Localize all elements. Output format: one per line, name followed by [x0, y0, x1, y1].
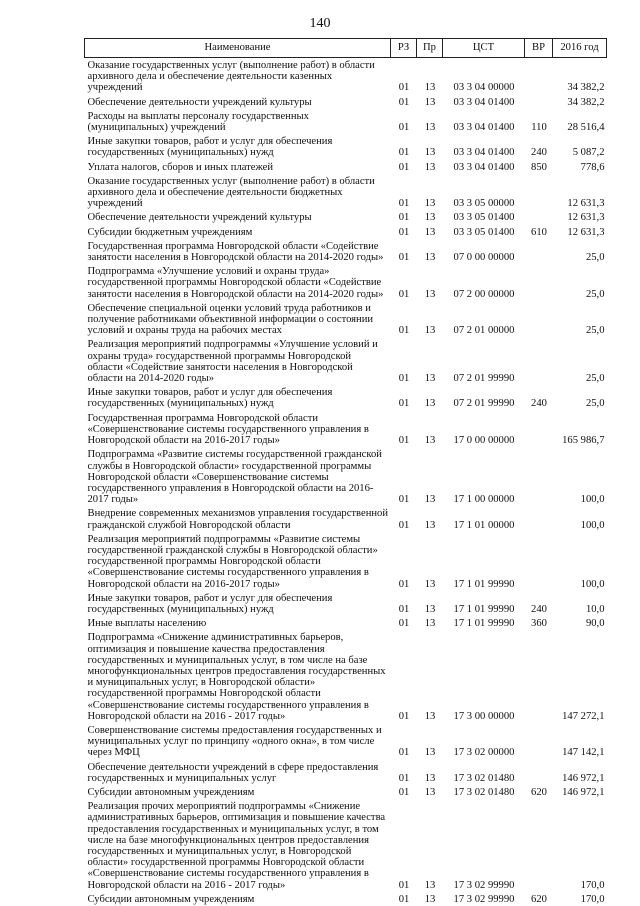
table-row: [85, 174, 607, 211]
cell-amount: 12 631,3: [553, 174, 607, 211]
cell-rz: 01: [391, 723, 417, 760]
cell-rz: 01: [391, 447, 417, 506]
cell-name: Подпрограмма «Улучшение условий и охраны труда» государственной программы Новгородской области «Содействие занятости населения в Новгородской области на 2014-2020 годы»: [85, 264, 391, 301]
cell-vr: 240: [525, 134, 553, 159]
table-row: [85, 264, 607, 301]
cell-amount: 100,0: [553, 447, 607, 506]
cell-cst: 17 1 00 00000: [443, 447, 525, 506]
cell-vr: [525, 58, 553, 95]
cell-vr: [525, 723, 553, 760]
cell-pr: 13: [417, 109, 443, 134]
cell-amount: 170,0: [553, 892, 607, 906]
cell-cst: 07 2 00 00000: [443, 264, 525, 301]
cell-vr: [525, 532, 553, 591]
cell-pr: 13: [417, 411, 443, 448]
cell-vr: 110: [525, 109, 553, 134]
header-name: Наименование: [85, 39, 391, 58]
table-row: [85, 58, 607, 95]
table-header-row: [85, 39, 607, 58]
cell-amount: 100,0: [553, 506, 607, 531]
cell-pr: 13: [417, 385, 443, 410]
cell-pr: 13: [417, 225, 443, 239]
cell-name: Уплата налогов, сборов и иных платежей: [85, 160, 391, 174]
cell-rz: 01: [391, 174, 417, 211]
cell-pr: 13: [417, 301, 443, 338]
cell-vr: [525, 95, 553, 109]
cell-name: Государственная программа Новгородской области «Содействие занятости населения в Новгородской области на 2014-2020 годы»: [85, 239, 391, 264]
cell-cst: 03 3 04 00000: [443, 58, 525, 95]
table-row: [85, 723, 607, 760]
table-row: [85, 591, 607, 616]
cell-name: Обеспечение специальной оценки условий труда работников и получение работниками объективной информации о состоянии условий и охраны труда на рабочих местах: [85, 301, 391, 338]
cell-cst: 03 3 04 01400: [443, 95, 525, 109]
cell-vr: [525, 239, 553, 264]
cell-name: Внедрение современных механизмов управления государственной гражданской службой Новгородской области: [85, 506, 391, 531]
cell-amount: 34 382,2: [553, 95, 607, 109]
cell-pr: 13: [417, 760, 443, 785]
cell-name: Совершенствование системы предоставления государственных и муниципальных услуг по принципу «одного окна», в том числе через МФЦ: [85, 723, 391, 760]
cell-amount: 25,0: [553, 337, 607, 385]
cell-vr: [525, 210, 553, 224]
table-row: [85, 210, 607, 224]
table-row: [85, 447, 607, 506]
cell-pr: 13: [417, 532, 443, 591]
cell-rz: 01: [391, 532, 417, 591]
cell-amount: 10,0: [553, 591, 607, 616]
cell-cst: 07 2 01 99990: [443, 385, 525, 410]
table-row: [85, 109, 607, 134]
cell-rz: 01: [391, 160, 417, 174]
cell-vr: [525, 174, 553, 211]
cell-amount: 5 087,2: [553, 134, 607, 159]
cell-vr: 240: [525, 385, 553, 410]
cell-amount: 28 516,4: [553, 109, 607, 134]
cell-pr: 13: [417, 239, 443, 264]
cell-pr: 13: [417, 616, 443, 630]
cell-name: Подпрограмма «Развитие системы государственной гражданской службы в Новгородской области» государственной программы Новгородской области «Совершенствование системы государственного управления в Новгородской области на 2016-2017 годы»: [85, 447, 391, 506]
cell-amount: 12 631,3: [553, 210, 607, 224]
cell-rz: 01: [391, 785, 417, 799]
cell-rz: 01: [391, 95, 417, 109]
table-row: [85, 411, 607, 448]
cell-name: Обеспечение деятельности учреждений в сфере предоставления государственных и муниципальных услуг: [85, 760, 391, 785]
cell-cst: 17 3 00 00000: [443, 630, 525, 723]
cell-name: Иные закупки товаров, работ и услуг для обеспечения государственных (муниципальных) нужд: [85, 591, 391, 616]
header-pr: Пр: [417, 39, 443, 58]
cell-rz: 01: [391, 616, 417, 630]
cell-amount: 165 986,7: [553, 411, 607, 448]
cell-vr: [525, 506, 553, 531]
cell-cst: 03 3 04 01400: [443, 134, 525, 159]
cell-vr: 610: [525, 225, 553, 239]
cell-pr: 13: [417, 799, 443, 892]
cell-cst: 17 3 02 00000: [443, 723, 525, 760]
cell-name: Оказание государственных услуг (выполнение работ) в области архивного дела и обеспечение деятельности казенных учреждений: [85, 58, 391, 95]
cell-cst: 03 3 04 01400: [443, 109, 525, 134]
cell-cst: 17 3 02 01480: [443, 760, 525, 785]
cell-rz: 01: [391, 239, 417, 264]
cell-cst: 17 1 01 00000: [443, 506, 525, 531]
cell-name: Подпрограмма «Снижение административных барьеров, оптимизация и повышение качества предоставления государственных и муниципальных услуг, в том числе на базе многофункциональных центров предоставления государственных и муниципальных услуг, в Новгородской области» государственной программы Новгородской области «Совершенствование системы государственного управления в Новгородской области на 2016 - 2017 годы»: [85, 630, 391, 723]
header-rz: РЗ: [391, 39, 417, 58]
cell-vr: 850: [525, 160, 553, 174]
table-row: [85, 799, 607, 892]
cell-amount: 25,0: [553, 385, 607, 410]
cell-cst: 17 1 01 99990: [443, 616, 525, 630]
cell-vr: [525, 301, 553, 338]
cell-name: Реализация мероприятий подпрограммы «Улучшение условий и охраны труда» государственной программы Новгородской области «Содействие занятости населения в Новгородской области на 2014-2020 годы»: [85, 337, 391, 385]
table-row: [85, 630, 607, 723]
table-row: [85, 301, 607, 338]
cell-pr: 13: [417, 447, 443, 506]
cell-amount: 147 142,1: [553, 723, 607, 760]
cell-name: Расходы на выплаты персоналу государственных (муниципальных) учреждений: [85, 109, 391, 134]
table-row: [85, 239, 607, 264]
cell-rz: 01: [391, 799, 417, 892]
table-row: [85, 337, 607, 385]
cell-rz: 01: [391, 630, 417, 723]
cell-cst: 07 2 01 00000: [443, 301, 525, 338]
cell-vr: 240: [525, 591, 553, 616]
cell-pr: 13: [417, 160, 443, 174]
header-year: 2016 год: [553, 39, 607, 58]
cell-cst: 17 3 02 99990: [443, 892, 525, 906]
cell-amount: 90,0: [553, 616, 607, 630]
cell-rz: 01: [391, 134, 417, 159]
cell-pr: 13: [417, 506, 443, 531]
table-row: [85, 532, 607, 591]
cell-vr: [525, 630, 553, 723]
table-row: [85, 785, 607, 799]
cell-amount: 25,0: [553, 239, 607, 264]
cell-amount: 25,0: [553, 264, 607, 301]
cell-amount: 100,0: [553, 532, 607, 591]
cell-name: Субсидии бюджетным учреждениям: [85, 225, 391, 239]
table-body: [85, 58, 607, 906]
table-row: [85, 95, 607, 109]
cell-vr: [525, 447, 553, 506]
cell-cst: 03 3 05 00000: [443, 174, 525, 211]
table-row: [85, 892, 607, 906]
table-row: [85, 616, 607, 630]
table-row: [85, 134, 607, 159]
cell-rz: 01: [391, 760, 417, 785]
cell-cst: 17 0 00 00000: [443, 411, 525, 448]
cell-cst: 03 3 04 01400: [443, 160, 525, 174]
cell-cst: 07 0 00 00000: [443, 239, 525, 264]
cell-name: Субсидии автономным учреждениям: [85, 892, 391, 906]
cell-name: Иные закупки товаров, работ и услуг для обеспечения государственных (муниципальных) нужд: [85, 385, 391, 410]
cell-rz: 01: [391, 385, 417, 410]
table-row: [85, 225, 607, 239]
cell-cst: 17 1 01 99990: [443, 532, 525, 591]
cell-name: Иные закупки товаров, работ и услуг для обеспечения государственных (муниципальных) нужд: [85, 134, 391, 159]
cell-vr: 620: [525, 892, 553, 906]
cell-rz: 01: [391, 506, 417, 531]
cell-amount: 778,6: [553, 160, 607, 174]
cell-rz: 01: [391, 301, 417, 338]
cell-pr: 13: [417, 723, 443, 760]
cell-cst: 17 3 02 01480: [443, 785, 525, 799]
cell-cst: 03 3 05 01400: [443, 210, 525, 224]
cell-pr: 13: [417, 134, 443, 159]
cell-rz: 01: [391, 411, 417, 448]
table-row: [85, 160, 607, 174]
cell-amount: 12 631,3: [553, 225, 607, 239]
cell-name: Реализация мероприятий подпрограммы «Развитие системы государственной гражданской службы в Новгородской области» государственной программы Новгородской области «Совершенствование системы государственного управления в Новгородской области на 2016-2017 годы»: [85, 532, 391, 591]
cell-amount: 147 272,1: [553, 630, 607, 723]
cell-amount: 146 972,1: [553, 785, 607, 799]
cell-vr: [525, 337, 553, 385]
cell-rz: 01: [391, 264, 417, 301]
cell-pr: 13: [417, 785, 443, 799]
cell-rz: 01: [391, 109, 417, 134]
cell-pr: 13: [417, 95, 443, 109]
cell-vr: [525, 264, 553, 301]
cell-pr: 13: [417, 337, 443, 385]
cell-name: Субсидии автономным учреждениям: [85, 785, 391, 799]
cell-name: Иные выплаты населению: [85, 616, 391, 630]
cell-cst: 03 3 05 01400: [443, 225, 525, 239]
cell-vr: 620: [525, 785, 553, 799]
cell-name: Обеспечение деятельности учреждений культуры: [85, 210, 391, 224]
cell-name: Обеспечение деятельности учреждений культуры: [85, 95, 391, 109]
cell-rz: 01: [391, 225, 417, 239]
cell-rz: 01: [391, 58, 417, 95]
cell-rz: 01: [391, 892, 417, 906]
cell-name: Оказание государственных услуг (выполнение работ) в области архивного дела и обеспечение деятельности бюджетных учреждений: [85, 174, 391, 211]
cell-vr: [525, 799, 553, 892]
cell-rz: 01: [391, 210, 417, 224]
table-row: [85, 506, 607, 531]
cell-pr: 13: [417, 210, 443, 224]
cell-name: Государственная программа Новгородской области «Совершенствование системы государственного управления в Новгородской области на 2016-2017 годы»: [85, 411, 391, 448]
cell-rz: 01: [391, 591, 417, 616]
budget-table: [84, 38, 607, 906]
cell-vr: 360: [525, 616, 553, 630]
table-row: [85, 760, 607, 785]
cell-pr: 13: [417, 892, 443, 906]
cell-amount: 146 972,1: [553, 760, 607, 785]
cell-name: Реализация прочих мероприятий подпрограммы «Снижение административных барьеров, оптимизация и повышение качества предоставления государственных и муниципальных услуг, в том числе на базе многофункциональных центров предоставления государственных и муниципальных услуг, в Новгородской области» государственной программы Новгородской области «Совершенствование системы государственного управления в Новгородской области на 2016 - 2017 годы»: [85, 799, 391, 892]
cell-pr: 13: [417, 630, 443, 723]
header-cst: ЦСТ: [443, 39, 525, 58]
cell-amount: 25,0: [553, 301, 607, 338]
cell-pr: 13: [417, 58, 443, 95]
page-number: 140: [0, 16, 640, 32]
table-row: [85, 385, 607, 410]
cell-cst: 07 2 01 99990: [443, 337, 525, 385]
cell-vr: [525, 760, 553, 785]
cell-amount: 34 382,2: [553, 58, 607, 95]
cell-vr: [525, 411, 553, 448]
cell-amount: 170,0: [553, 799, 607, 892]
cell-cst: 17 3 02 99990: [443, 799, 525, 892]
cell-pr: 13: [417, 174, 443, 211]
cell-pr: 13: [417, 591, 443, 616]
cell-rz: 01: [391, 337, 417, 385]
header-vr: ВР: [525, 39, 553, 58]
cell-pr: 13: [417, 264, 443, 301]
cell-cst: 17 1 01 99990: [443, 591, 525, 616]
